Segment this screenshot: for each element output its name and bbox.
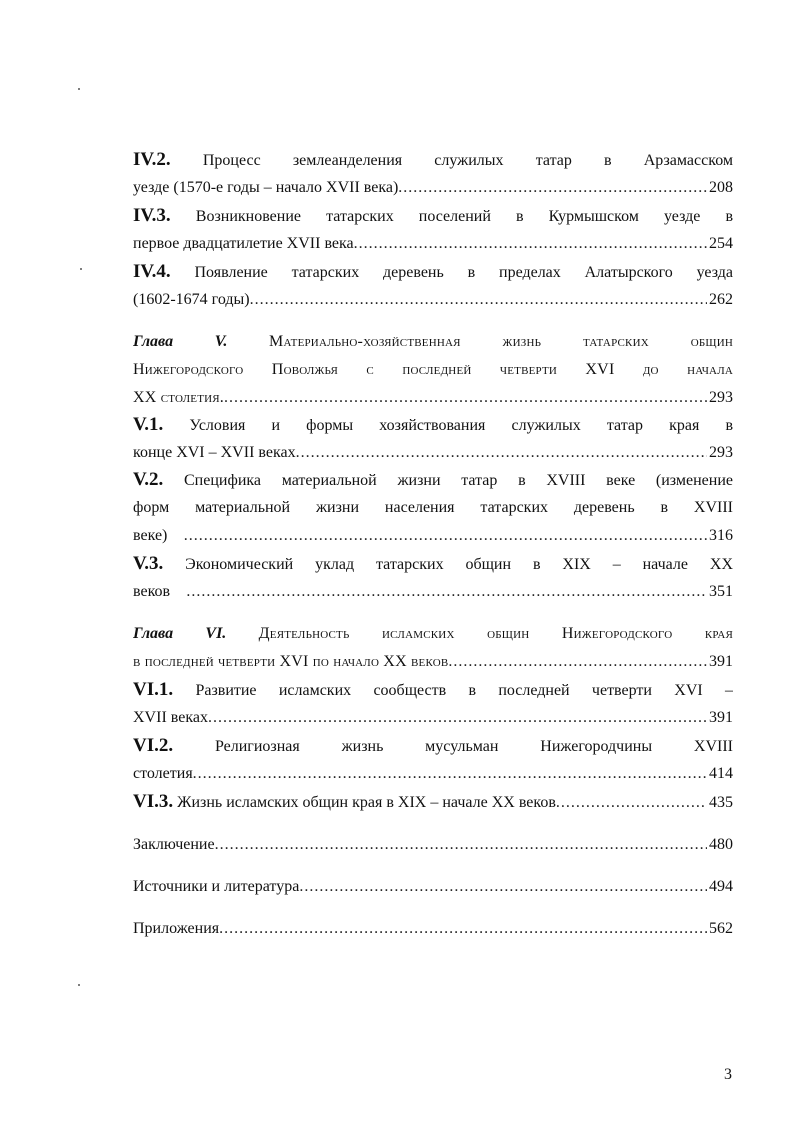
toc-entry-vi1[interactable]: VI.1. Развитие исламских сообществ в последней четверти XVI – XVII веках ..... 391 <box>133 680 733 728</box>
toc-chapter-v[interactable]: Глава V. Материально-хозяйственная жизнь татарских общин Нижегородского Поволжья с последней четверти XVI до начала XX столетия. ..... 293 <box>133 332 733 408</box>
section-number: V.2. <box>133 470 164 490</box>
toc-entry-conclusion[interactable]: Заключение ..... 480 <box>133 835 733 855</box>
dot-leader <box>556 793 707 812</box>
dot-leader <box>219 919 707 939</box>
section-number: IV.2. <box>133 150 171 170</box>
page-ref: 293 <box>709 444 733 461</box>
section-number: VI.2. <box>133 736 174 756</box>
page-ref: 391 <box>709 653 733 670</box>
page-number: 3 <box>724 1066 732 1083</box>
scan-speck <box>80 268 82 270</box>
page-ref: 208 <box>709 179 733 196</box>
toc-chapter-vi[interactable]: Глава VI. Деятельность исламских общин Нижегородского края в последней четверти XVI по начало XX веков ..... 391 <box>133 624 733 672</box>
scan-speck <box>78 88 80 90</box>
chapter-heading: Глава V. <box>133 333 228 350</box>
page-ref: 494 <box>709 878 733 895</box>
toc-entry-sources[interactable]: Источники и литература ..... 494 <box>133 877 733 897</box>
toc-entry-v3[interactable]: V.3. Экономический уклад татарских общин в XIX – начале XX веков ..... 351 <box>133 554 733 602</box>
toc-entry-vi3[interactable]: VI.3. Жизнь исламских общин края в XIX – начале XX веков ..... 435 <box>133 792 733 812</box>
chapter-heading: Глава VI. <box>133 625 227 642</box>
dot-leader <box>448 652 707 672</box>
section-number: VI.3. <box>133 792 174 812</box>
section-number: V.1. <box>133 415 164 435</box>
section-number: VI.1. <box>133 680 174 700</box>
toc-entry-appendix[interactable]: Приложения ..... 562 <box>133 919 733 939</box>
toc-entry-title: IV.2. Процесс землеанделения служилых татар в Арзамасском <box>133 150 733 170</box>
page-ref: 262 <box>709 291 733 308</box>
page-ref: 316 <box>709 527 733 544</box>
page-ref: 414 <box>709 765 733 782</box>
section-number: IV.3. <box>133 206 171 226</box>
section-number: IV.4. <box>133 262 171 282</box>
toc-entry-iv2[interactable]: IV.2. Процесс землеанделения служилых татар в Арзамасском уезде (1570-е годы – начало XVII века) ..... 208 <box>133 150 733 198</box>
page-ref: 562 <box>709 920 733 937</box>
toc-entry-v1[interactable]: V.1. Условия и формы хозяйствования служилых татар края в конце XVI – XVII веках ..... 293 <box>133 415 733 463</box>
page-ref: 293 <box>709 389 733 406</box>
page-ref: 254 <box>709 235 733 252</box>
page-ref: 391 <box>709 709 733 726</box>
toc-entry-v2[interactable]: V.2. Специфика материальной жизни татар в XVIII веке (изменение форм материальной жизни населения татарских деревень в XVIII веке) ..... 316 <box>133 470 733 546</box>
toc-entry-iv4[interactable]: IV.4. Появление татарских деревень в пределах Алатырского уезда (1602-1674 годы) ..... 262 <box>133 262 733 310</box>
dot-leader <box>296 443 707 463</box>
dot-leader <box>208 708 707 728</box>
toc-entry-iv3[interactable]: IV.3. Возникновение татарских поселений в Курмышском уезде в первое двадцатилетие XVII века ..... 254 <box>133 206 733 254</box>
dot-leader <box>398 178 707 198</box>
page-ref: 435 <box>709 794 733 811</box>
dot-leader <box>354 234 707 254</box>
dot-leader <box>186 582 707 602</box>
dot-leader <box>215 835 707 855</box>
page-ref: 480 <box>709 836 733 853</box>
dot-leader <box>193 764 707 784</box>
page-ref: 351 <box>709 583 733 600</box>
dot-leader <box>299 877 707 897</box>
dot-leader <box>224 388 707 408</box>
section-number: V.3. <box>133 554 164 574</box>
scan-speck <box>78 984 80 986</box>
dot-leader <box>184 526 707 546</box>
toc-entry-vi2[interactable]: VI.2. Религиозная жизнь мусульман Нижегородчины XVIII столетия ..... 414 <box>133 736 733 784</box>
dot-leader <box>250 290 707 310</box>
